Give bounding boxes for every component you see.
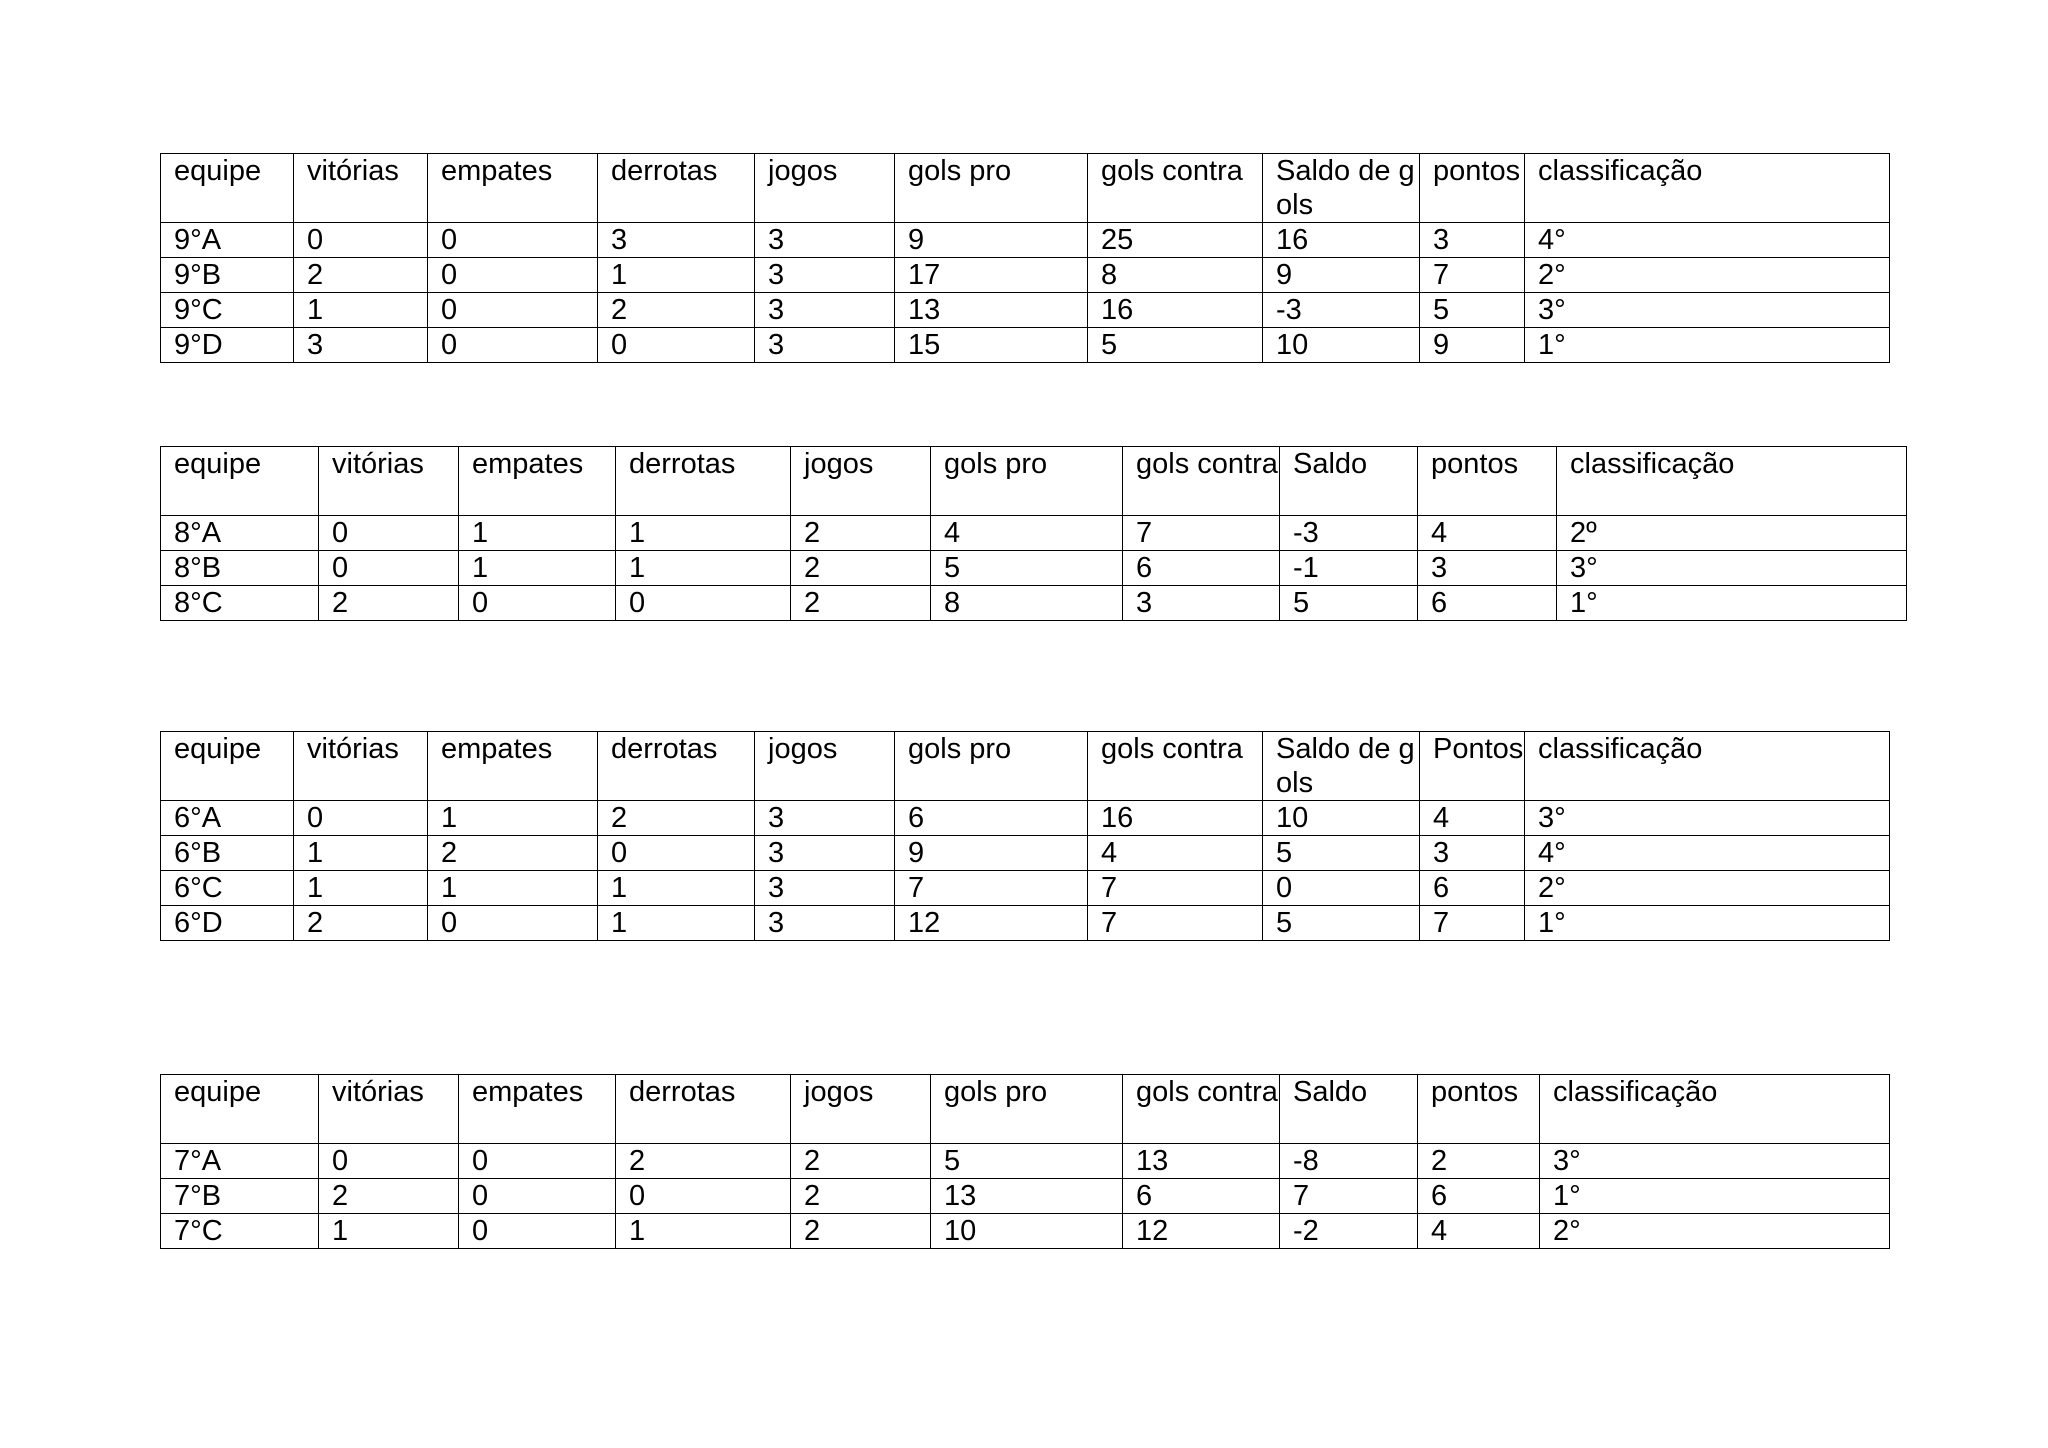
table-cell: 1 — [459, 551, 616, 586]
header-cell: equipe — [161, 732, 294, 801]
table-cell: 3 — [1420, 836, 1525, 871]
standings-table-7 — [160, 1074, 1890, 1249]
table-cell: 4 — [1418, 516, 1557, 551]
table-cell: 5 — [1263, 836, 1420, 871]
table-cell: 2 — [791, 1179, 931, 1214]
header-cell: derrotas — [616, 1075, 791, 1144]
standings-table-9 — [160, 153, 1890, 363]
table-cell: 0 — [428, 293, 598, 328]
standings-table-8 — [160, 446, 1907, 621]
table-row — [161, 1214, 1890, 1249]
table-cell: 4 — [931, 516, 1123, 551]
table-cell: 13 — [895, 293, 1088, 328]
header-cell: Saldo — [1280, 1075, 1418, 1144]
table-cell: 3° — [1525, 801, 1890, 836]
table-cell: 2 — [791, 1144, 931, 1179]
table-cell: 2 — [791, 551, 931, 586]
table-cell: 15 — [895, 328, 1088, 363]
table-cell: 2 — [791, 1214, 931, 1249]
table-cell: 25 — [1088, 223, 1263, 258]
header-cell: derrotas — [598, 154, 755, 223]
table-cell: 1 — [598, 871, 755, 906]
table-cell: 2 — [616, 1144, 791, 1179]
header-cell: classificação — [1525, 154, 1890, 223]
table-cell: 0 — [1263, 871, 1420, 906]
table-cell: 9 — [1420, 328, 1525, 363]
header-cell: empates — [428, 732, 598, 801]
table-row — [161, 871, 1890, 906]
table-cell: 3 — [1418, 551, 1557, 586]
header-cell: derrotas — [616, 447, 791, 516]
header-cell: pontos — [1418, 1075, 1540, 1144]
header-cell: jogos — [791, 1075, 931, 1144]
table-header-row — [161, 447, 1907, 516]
table-cell: 10 — [1263, 328, 1420, 363]
header-cell: gols pro — [931, 1075, 1123, 1144]
table-header-row — [161, 154, 1890, 223]
header-cell: empates — [459, 447, 616, 516]
table-cell: 3 — [755, 801, 895, 836]
table-cell: 0 — [319, 516, 459, 551]
table-cell: 9 — [895, 836, 1088, 871]
table-cell: 16 — [1088, 801, 1263, 836]
table-cell: 0 — [319, 551, 459, 586]
table-cell: 8 — [1088, 258, 1263, 293]
table-cell: 1 — [616, 551, 791, 586]
table-cell: 8°B — [161, 551, 319, 586]
header-cell: vitórias — [294, 732, 428, 801]
table-cell: 1 — [428, 801, 598, 836]
table-cell: -2 — [1280, 1214, 1418, 1249]
table-cell: 3 — [755, 223, 895, 258]
table-cell: 5 — [1280, 586, 1418, 621]
header-cell: equipe — [161, 154, 294, 223]
table-cell: 13 — [1123, 1144, 1280, 1179]
table-cell: 6 — [1420, 871, 1525, 906]
table-cell: 0 — [428, 223, 598, 258]
table-cell: 5 — [931, 1144, 1123, 1179]
header-cell: vitórias — [319, 1075, 459, 1144]
header-cell: Saldo — [1280, 447, 1418, 516]
table-cell: 1° — [1557, 586, 1907, 621]
table-cell: 3 — [598, 223, 755, 258]
table-row — [161, 223, 1890, 258]
table-cell: 0 — [459, 1144, 616, 1179]
standings-table-6 — [160, 731, 1890, 941]
header-cell: vitórias — [319, 447, 459, 516]
table-cell: 2 — [294, 906, 428, 941]
table-cell: 1 — [598, 906, 755, 941]
table-cell: 2 — [791, 516, 931, 551]
table-cell: 4 — [1088, 836, 1263, 871]
header-cell: derrotas — [598, 732, 755, 801]
table-cell: 12 — [895, 906, 1088, 941]
table-cell: 5 — [1420, 293, 1525, 328]
header-cell: jogos — [791, 447, 931, 516]
header-cell: gols pro — [895, 732, 1088, 801]
table-cell: 1 — [294, 836, 428, 871]
table-cell: 1° — [1540, 1179, 1890, 1214]
table-cell: 2 — [1418, 1144, 1540, 1179]
table-cell: 8 — [931, 586, 1123, 621]
table-cell: 1 — [428, 871, 598, 906]
table-cell: 4° — [1525, 836, 1890, 871]
table-cell: 3 — [755, 328, 895, 363]
table-cell: -8 — [1280, 1144, 1418, 1179]
table-cell: 17 — [895, 258, 1088, 293]
header-cell: classificação — [1540, 1075, 1890, 1144]
header-cell: gols pro — [895, 154, 1088, 223]
table-cell: -3 — [1263, 293, 1420, 328]
header-cell: empates — [459, 1075, 616, 1144]
table-cell: 16 — [1088, 293, 1263, 328]
table-cell: 3 — [294, 328, 428, 363]
table-cell: 3° — [1540, 1144, 1890, 1179]
table-cell: 7 — [1420, 258, 1525, 293]
table-cell: 6 — [895, 801, 1088, 836]
table-cell: 6 — [1123, 551, 1280, 586]
table-row — [161, 906, 1890, 941]
table-cell: 1 — [294, 871, 428, 906]
table-cell: 2 — [428, 836, 598, 871]
header-cell: Saldo de gols — [1263, 154, 1420, 223]
table-cell: 7 — [1280, 1179, 1418, 1214]
header-cell: pontos — [1418, 447, 1557, 516]
header-cell: classificação — [1557, 447, 1907, 516]
header-cell: gols pro — [931, 447, 1123, 516]
table-cell: 3 — [755, 836, 895, 871]
table-cell: 6 — [1418, 1179, 1540, 1214]
table-cell: 4 — [1418, 1214, 1540, 1249]
header-cell: jogos — [755, 154, 895, 223]
header-cell: gols contra — [1088, 154, 1263, 223]
table-cell: 6 — [1418, 586, 1557, 621]
table-cell: 3° — [1557, 551, 1907, 586]
table-cell: 1 — [319, 1214, 459, 1249]
header-cell: empates — [428, 154, 598, 223]
table-cell: 8°C — [161, 586, 319, 621]
table-cell: 2 — [319, 1179, 459, 1214]
table-cell: 7 — [1123, 516, 1280, 551]
table-cell: 0 — [294, 801, 428, 836]
table-cell: 1 — [294, 293, 428, 328]
table-cell: 2 — [791, 586, 931, 621]
table-cell: 6 — [1123, 1179, 1280, 1214]
table-row — [161, 836, 1890, 871]
table-cell: 7 — [1420, 906, 1525, 941]
table-cell: 10 — [1263, 801, 1420, 836]
table-cell: 0 — [428, 328, 598, 363]
table-cell: 7 — [1088, 871, 1263, 906]
header-cell: vitórias — [294, 154, 428, 223]
table-cell: 0 — [598, 328, 755, 363]
header-cell: jogos — [755, 732, 895, 801]
table-row — [161, 516, 1907, 551]
table-cell: 3 — [755, 258, 895, 293]
table-cell: 1 — [598, 258, 755, 293]
table-cell: 9 — [895, 223, 1088, 258]
table-cell: 0 — [598, 836, 755, 871]
table-cell: 3 — [1420, 223, 1525, 258]
table-cell: 4° — [1525, 223, 1890, 258]
table-cell: 12 — [1123, 1214, 1280, 1249]
table-cell: 0 — [616, 1179, 791, 1214]
table-cell: 1 — [459, 516, 616, 551]
table-cell: 1 — [616, 1214, 791, 1249]
table-cell: 0 — [459, 1179, 616, 1214]
table-cell: 0 — [616, 586, 791, 621]
table-cell: 1° — [1525, 328, 1890, 363]
header-cell: equipe — [161, 447, 319, 516]
table-cell: 1° — [1525, 906, 1890, 941]
table-cell: 0 — [428, 906, 598, 941]
table-cell: 9 — [1263, 258, 1420, 293]
table-cell: 3° — [1525, 293, 1890, 328]
header-cell: Saldo de gols — [1263, 732, 1420, 801]
table-cell: 7°C — [161, 1214, 319, 1249]
table-header-row — [161, 732, 1890, 801]
header-cell: gols contra — [1123, 447, 1280, 516]
table-row — [161, 1144, 1890, 1179]
table-row — [161, 258, 1890, 293]
table-cell: 7°A — [161, 1144, 319, 1179]
header-cell: pontos — [1420, 154, 1525, 223]
table-cell: 7 — [895, 871, 1088, 906]
table-cell: 9°C — [161, 293, 294, 328]
table-cell: 3 — [755, 906, 895, 941]
table-cell: 6°A — [161, 801, 294, 836]
table-cell: 3 — [1123, 586, 1280, 621]
table-cell: 5 — [1263, 906, 1420, 941]
table-cell: 5 — [931, 551, 1123, 586]
table-cell: 2° — [1525, 871, 1890, 906]
table-cell: 2° — [1525, 258, 1890, 293]
header-cell: classificação — [1525, 732, 1890, 801]
table-cell: -1 — [1280, 551, 1418, 586]
table-row — [161, 801, 1890, 836]
table-cell: 10 — [931, 1214, 1123, 1249]
table-row — [161, 328, 1890, 363]
table-cell: 2 — [598, 293, 755, 328]
table-cell: 6°C — [161, 871, 294, 906]
table-cell: 6°B — [161, 836, 294, 871]
table-cell: 1 — [616, 516, 791, 551]
table-cell: 3 — [755, 293, 895, 328]
table-cell: 8°A — [161, 516, 319, 551]
table-cell: 6°D — [161, 906, 294, 941]
table-cell: 7°B — [161, 1179, 319, 1214]
table-cell: 0 — [459, 1214, 616, 1249]
table-cell: 4 — [1420, 801, 1525, 836]
header-cell: equipe — [161, 1075, 319, 1144]
table-row — [161, 586, 1907, 621]
table-cell: -3 — [1280, 516, 1418, 551]
table-header-row — [161, 1075, 1890, 1144]
table-cell: 0 — [294, 223, 428, 258]
header-cell: gols contra — [1088, 732, 1263, 801]
table-cell: 13 — [931, 1179, 1123, 1214]
header-cell: gols contra — [1123, 1075, 1280, 1144]
table-cell: 2 — [319, 586, 459, 621]
table-cell: 2° — [1540, 1214, 1890, 1249]
table-cell: 2º — [1557, 516, 1907, 551]
table-cell: 0 — [428, 258, 598, 293]
table-row — [161, 293, 1890, 328]
table-row — [161, 1179, 1890, 1214]
table-cell: 9°D — [161, 328, 294, 363]
table-cell: 7 — [1088, 906, 1263, 941]
header-cell: Pontos — [1420, 732, 1525, 801]
table-cell: 16 — [1263, 223, 1420, 258]
table-cell: 0 — [319, 1144, 459, 1179]
table-cell: 2 — [294, 258, 428, 293]
table-cell: 9°B — [161, 258, 294, 293]
table-cell: 2 — [598, 801, 755, 836]
table-row — [161, 551, 1907, 586]
table-cell: 5 — [1088, 328, 1263, 363]
table-cell: 3 — [755, 871, 895, 906]
table-cell: 9°A — [161, 223, 294, 258]
table-cell: 0 — [459, 586, 616, 621]
